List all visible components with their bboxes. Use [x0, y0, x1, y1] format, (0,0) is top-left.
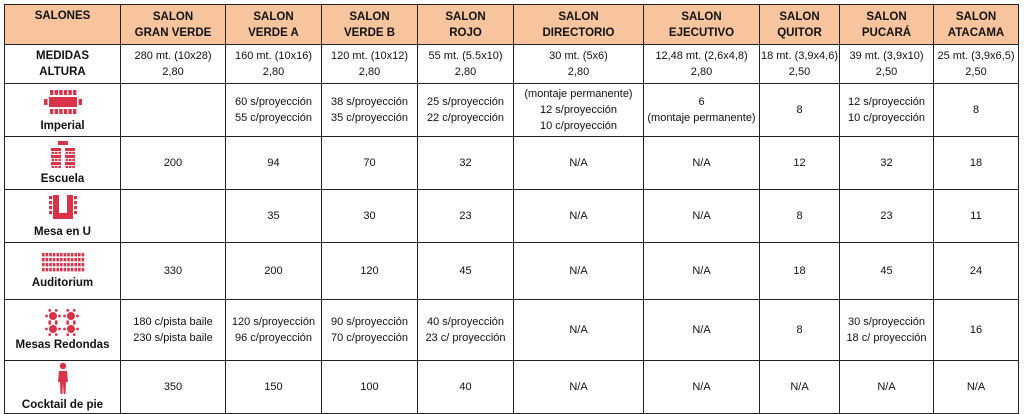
capacity-value: N/A: [790, 381, 809, 393]
capacity-value: 6: [698, 96, 705, 108]
capacity-cell: [760, 84, 840, 137]
setup-row: [5, 300, 1019, 361]
capacity-value: 35: [267, 210, 280, 222]
capacity-cell: [644, 190, 760, 243]
capacity-value: N/A: [569, 210, 588, 222]
capacity-value: 180 c/pista baile: [133, 316, 213, 328]
capacity-value: 200: [163, 157, 183, 169]
setup-name: Mesas Redondas: [15, 339, 110, 351]
capacity-value: 120: [360, 265, 379, 277]
capacity-value: 16: [969, 324, 983, 336]
capacity-cell: [934, 84, 1019, 137]
capacity-value: N/A: [692, 324, 711, 336]
room-header: SALON VERDE A: [226, 5, 322, 45]
setup-name: Imperial: [40, 120, 85, 132]
imperial-table-icon: [43, 87, 83, 117]
setup-name: Auditorium: [31, 277, 94, 289]
capacity-cell: [840, 84, 934, 137]
capacity-cell: [322, 361, 418, 414]
capacity-value: 40 s/proyección: [426, 316, 505, 328]
capacity-value: 45: [880, 265, 893, 277]
capacity-cell: [644, 137, 760, 190]
setup-label-cell: [5, 243, 121, 300]
capacity-cell: [418, 84, 514, 137]
capacity-cell: [418, 137, 514, 190]
capacity-value: (montaje permanente): [524, 88, 633, 100]
auditorium-icon: [41, 252, 85, 274]
setup-name: Escuela: [40, 173, 85, 185]
measure-cell: 39 mt. (3,9x10) 2,50: [840, 45, 934, 84]
room-header: SALON DIRECTORIO: [514, 5, 644, 45]
header-corner: SALONES: [5, 5, 121, 45]
capacity-value: 23 c/ proyección: [425, 332, 506, 344]
capacity-cell: [934, 243, 1019, 300]
capacity-value: 100: [360, 381, 379, 393]
capacity-cell: [644, 361, 760, 414]
capacity-value: 90 s/proyección: [330, 316, 409, 328]
setup-name: Cocktail de pie: [21, 399, 104, 411]
setup-row: [5, 84, 1019, 137]
capacity-value: (montaje permanente): [647, 112, 756, 124]
capacity-value: N/A: [966, 381, 986, 393]
capacity-cell: [418, 300, 514, 361]
capacity-cell: [840, 361, 934, 414]
capacity-value: 25 s/proyección: [426, 96, 505, 108]
capacity-value: N/A: [692, 210, 711, 222]
capacity-cell: [322, 190, 418, 243]
capacity-cell: [514, 190, 644, 243]
classroom-icon: [48, 140, 78, 170]
capacity-value: 23: [459, 210, 472, 222]
setup-row: [5, 190, 1019, 243]
round-tables-icon: [43, 308, 83, 336]
capacity-cell: [121, 84, 226, 137]
capacity-cell: [121, 243, 226, 300]
capacity-value: 8: [796, 210, 803, 222]
capacity-value: 8: [972, 104, 980, 116]
capacity-value: 24: [969, 265, 983, 277]
capacity-value: 8: [796, 324, 803, 336]
capacity-cell: [760, 190, 840, 243]
measure-cell: 55 mt. (5.5x10) 2,80: [418, 45, 514, 84]
capacity-cell: [226, 137, 322, 190]
capacity-value: N/A: [877, 381, 896, 393]
capacity-value: 150: [264, 381, 283, 393]
capacity-cell: [226, 243, 322, 300]
capacity-value: N/A: [692, 265, 711, 277]
room-header: SALON PUCARÁ: [840, 5, 934, 45]
capacity-value: 18: [969, 157, 983, 169]
capacity-value: N/A: [569, 265, 588, 277]
measure-cell: 160 mt. (10x16) 2,80: [226, 45, 322, 84]
capacity-value: N/A: [569, 324, 588, 336]
capacity-cell: [934, 300, 1019, 361]
capacity-value: 94: [267, 157, 280, 169]
measure-cell: 25 mt. (3,9x6,5) 2,50: [934, 45, 1019, 84]
setup-label-cell: [5, 300, 121, 361]
capacity-value: 12 s/proyección: [539, 104, 618, 116]
capacity-value: N/A: [569, 381, 588, 393]
capacity-cell: [644, 300, 760, 361]
header-row: [5, 5, 1019, 45]
capacity-cell: [226, 361, 322, 414]
capacity-value: 60 s/proyección: [234, 96, 313, 108]
capacity-value: 200: [264, 265, 283, 277]
capacity-value: 96 c/proyección: [234, 332, 313, 344]
capacity-value: 30 s/proyección: [847, 316, 926, 328]
capacity-cell: [418, 190, 514, 243]
capacity-value: 350: [163, 381, 183, 393]
capacity-cell: [840, 137, 934, 190]
measure-cell: 120 mt. (10x12) 2,80: [322, 45, 418, 84]
room-header: SALON ROJO: [418, 5, 514, 45]
setup-row: [5, 243, 1019, 300]
capacity-value: 8: [796, 104, 803, 116]
capacity-value: 11: [970, 210, 982, 222]
capacity-value: 12: [793, 157, 806, 169]
capacity-value: 120 s/proyección: [231, 316, 316, 328]
capacity-value: 10 c/proyección: [539, 120, 618, 132]
capacity-cell: [934, 361, 1019, 414]
capacity-value: 45: [459, 265, 472, 277]
capacity-value: 35 c/proyección: [330, 112, 409, 124]
capacity-value: 12 s/proyección: [847, 96, 926, 108]
capacity-cell: [226, 300, 322, 361]
measure-cell: 18 mt. (3,9x4,6) 2,50: [760, 45, 840, 84]
capacity-value: N/A: [569, 157, 588, 169]
measures-row: [5, 45, 1019, 84]
capacity-cell: [840, 243, 934, 300]
capacity-value: 70 c/proyección: [330, 332, 409, 344]
capacity-cell: [322, 137, 418, 190]
capacity-cell: [418, 361, 514, 414]
capacity-cell: [322, 300, 418, 361]
capacity-cell: [514, 361, 644, 414]
capacity-cell: [934, 190, 1019, 243]
capacity-value: 18: [793, 265, 806, 277]
capacity-cell: [121, 137, 226, 190]
setup-row: [5, 137, 1019, 190]
capacity-cell: [840, 190, 934, 243]
room-header: SALON EJECUTIVO: [644, 5, 760, 45]
setup-label-cell: [5, 361, 121, 414]
u-shape-table-icon: [49, 193, 77, 223]
capacity-value: 230 s/pista baile: [133, 332, 213, 344]
capacity-value: N/A: [692, 381, 711, 393]
capacity-cell: [514, 137, 644, 190]
capacity-cell: [840, 300, 934, 361]
room-header: SALON GRAN VERDE: [121, 5, 226, 45]
setup-label-cell: [5, 137, 121, 190]
capacity-cell: [644, 243, 760, 300]
capacity-cell: [514, 300, 644, 361]
room-header: SALON ATACAMA: [934, 5, 1019, 45]
capacity-cell: [226, 84, 322, 137]
capacity-value: 38 s/proyección: [330, 96, 409, 108]
capacity-cell: [418, 243, 514, 300]
capacity-cell: [760, 137, 840, 190]
capacity-cell: [760, 300, 840, 361]
capacity-cell: [514, 243, 644, 300]
room-header: SALON VERDE B: [322, 5, 418, 45]
capacity-cell: [322, 243, 418, 300]
capacity-value: 70: [363, 157, 376, 169]
measure-cell: 30 mt. (5x6) 2,80: [514, 45, 644, 84]
capacity-cell: [934, 137, 1019, 190]
capacity-value: 32: [459, 157, 472, 169]
capacity-cell: [121, 361, 226, 414]
capacity-value: 40: [459, 381, 472, 393]
capacity-value: 30: [363, 210, 376, 222]
capacity-cell: [226, 190, 322, 243]
capacity-cell: [760, 243, 840, 300]
setup-row: [5, 361, 1019, 414]
capacity-value: 32: [880, 157, 893, 169]
capacity-value: 10 c/proyección: [847, 112, 926, 124]
capacity-cell: [121, 190, 226, 243]
standing-person-icon: [56, 362, 70, 396]
room-capacity-table: [4, 4, 1019, 414]
capacity-value: 22 c/proyección: [426, 112, 505, 124]
measure-cell: 12,48 mt. (2,6x4,8) 2,80: [644, 45, 760, 84]
setup-label-cell: [5, 84, 121, 137]
capacity-cell: [322, 84, 418, 137]
capacity-value: 330: [163, 265, 183, 277]
setup-name: Mesa en U: [34, 226, 91, 238]
capacity-value: 18 c/ proyección: [846, 332, 927, 344]
capacity-value: 23: [880, 210, 893, 222]
setup-label-cell: [5, 190, 121, 243]
capacity-value: 55 c/proyección: [234, 112, 313, 124]
measures-label: MEDIDAS ALTURA: [5, 45, 121, 84]
measure-cell: 280 mt. (10x28) 2,80: [121, 45, 226, 84]
room-header: SALON QUITOR: [760, 5, 840, 45]
capacity-cell: [121, 300, 226, 361]
capacity-value: N/A: [692, 157, 711, 169]
capacity-cell: [760, 361, 840, 414]
capacity-cell: [514, 84, 644, 137]
capacity-cell: [644, 84, 760, 137]
